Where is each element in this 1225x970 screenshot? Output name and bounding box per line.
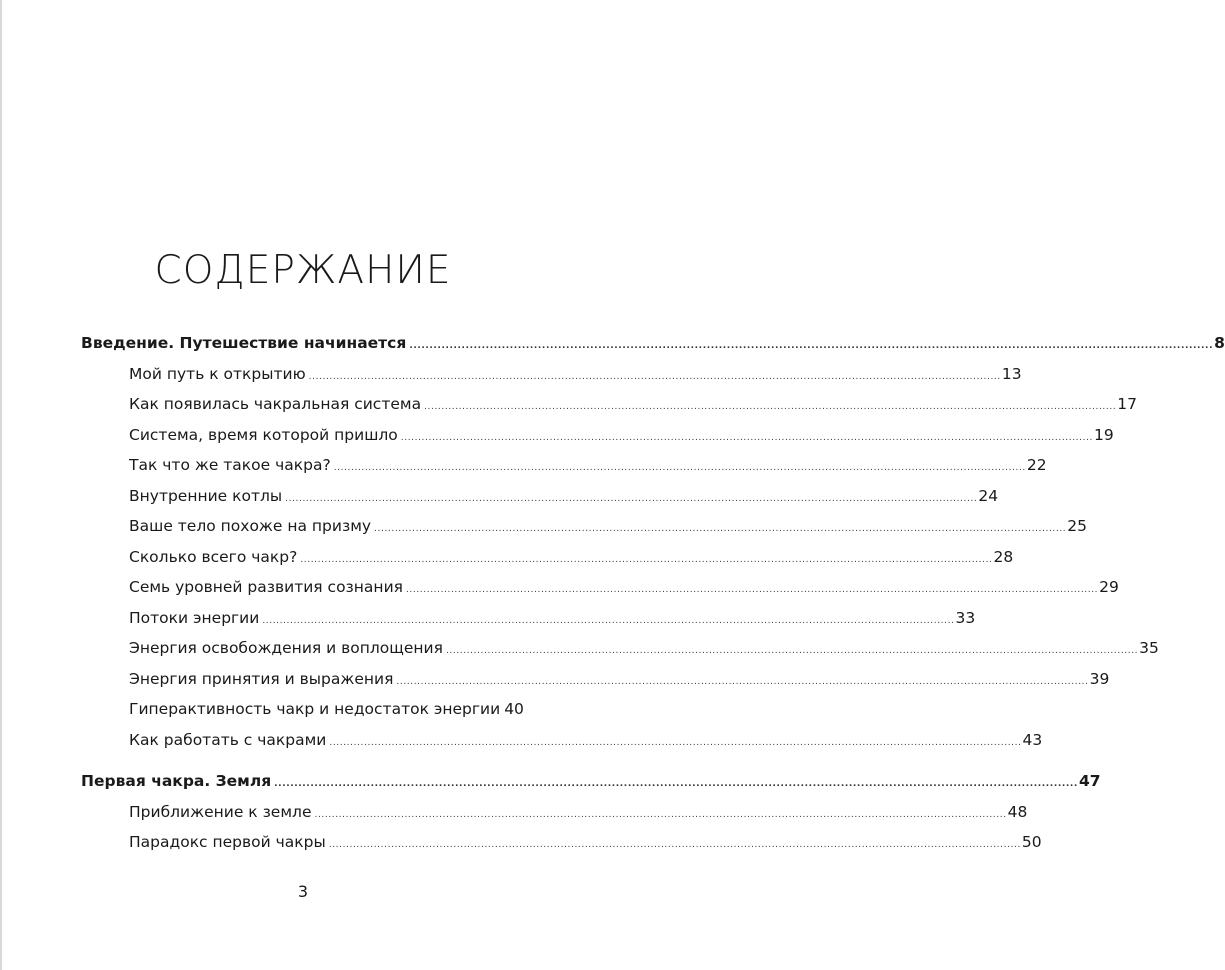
- toc-entry-page: 35: [1139, 639, 1159, 657]
- page-number: 3: [297, 882, 309, 901]
- toc-entry-page: 17: [1117, 395, 1137, 413]
- toc-entry-chapter[interactable]: [81, 328, 1225, 359]
- toc-entry-section[interactable]: [129, 389, 1137, 420]
- table-of-contents: [81, 328, 1225, 858]
- toc-leader-dots: ........................................................................................................................................................................................................: [274, 779, 1078, 789]
- toc-entry-section[interactable]: [129, 481, 999, 512]
- toc-entry-page: 40: [504, 700, 524, 718]
- toc-entry-section[interactable]: [129, 603, 976, 634]
- toc-entry-label: Приближение к земле: [129, 802, 312, 821]
- toc-entry-section[interactable]: [129, 542, 1014, 573]
- toc-entry-label: Ваше тело похоже на призму: [129, 517, 372, 535]
- toc-leader-dots: ........................................................................................................................................................................................................: [300, 554, 993, 565]
- toc-entry-page: 33: [955, 608, 976, 627]
- toc-leader-dots: ........................................................................................................................................................................................................: [424, 402, 1117, 412]
- toc-entry-label: Первая чакра. Земля: [81, 772, 272, 790]
- toc-entry-label: Энергия принятия и выражения: [129, 669, 394, 688]
- toc-leader-dots: ........................................................................................................................................................................................................: [445, 646, 1139, 656]
- toc-entry-label: Так что же такое чакра?: [129, 456, 331, 474]
- toc-leader-dots: ........................................................................................................................................................................................................: [262, 615, 955, 626]
- toc-entry-label: Сколько всего чакр?: [129, 547, 298, 566]
- toc-entry-section[interactable]: [129, 664, 1110, 695]
- toc-leader-dots: ........................................................................................................................................................................................................: [333, 463, 1026, 473]
- toc-entry-page: 22: [1026, 456, 1047, 474]
- toc-entry-page: 19: [1093, 425, 1114, 444]
- page-edge-shadow: [0, 0, 2, 970]
- toc-entry-page: 29: [1099, 578, 1119, 596]
- toc-entry-page: 24: [978, 486, 999, 505]
- toc-leader-dots: ........................................................................................................................................................................................................: [396, 676, 1089, 687]
- contents-heading: СОДЕРЖАНИЕ: [154, 248, 452, 293]
- toc-entry-label: Потоки энергии: [129, 608, 260, 627]
- toc-entry-section[interactable]: [129, 511, 1087, 542]
- toc-leader-dots: ........................................................................................................................................................................................................: [285, 493, 978, 504]
- toc-entry-chapter[interactable]: [81, 766, 1101, 797]
- toc-entry-label: Внутренние котлы: [129, 486, 283, 505]
- toc-leader-dots: ........................................................................................................................................................................................................: [329, 737, 1022, 748]
- toc-entry-label: Энергия освобождения и воплощения: [129, 639, 443, 657]
- toc-entry-label: Парадокс первой чакры: [129, 833, 326, 851]
- toc-entry-section[interactable]: [129, 694, 524, 725]
- toc-entry-label: Гиперактивность чакр и недостаток энергии: [129, 700, 501, 718]
- toc-leader-dots: ........................................................................................................................................................................................................: [409, 341, 1214, 351]
- toc-entry-page: 47: [1078, 772, 1101, 790]
- toc-entry-section[interactable]: [129, 420, 1114, 451]
- toc-entry-section[interactable]: [129, 725, 1043, 756]
- toc-entry-section[interactable]: [129, 450, 1047, 481]
- toc-entry-label: Введение. Путешествие начинается: [81, 334, 407, 352]
- toc-leader-dots: ........................................................................................................................................................................................................: [400, 432, 1093, 443]
- toc-leader-dots: ........................................................................................................................................................................................................: [308, 371, 1001, 382]
- toc-leader-dots: ........................................................................................................................................................................................................: [314, 809, 1007, 820]
- toc-leader-dots: ........................................................................................................................................................................................................: [405, 585, 1099, 595]
- toc-entry-label: Как появилась чакральная система: [129, 395, 422, 413]
- toc-entry-page: 8: [1214, 334, 1225, 352]
- toc-entry-page: 43: [1022, 730, 1043, 749]
- toc-entry-section[interactable]: [129, 572, 1119, 603]
- toc-entry-page: 25: [1067, 517, 1087, 535]
- toc-entry-section[interactable]: [129, 359, 1022, 390]
- toc-entry-label: Семь уровней развития сознания: [129, 578, 403, 596]
- toc-entry-page: 13: [1001, 364, 1022, 383]
- toc-entry-page: 39: [1089, 669, 1110, 688]
- toc-entry-page: 48: [1007, 802, 1028, 821]
- toc-entry-section[interactable]: [129, 633, 1159, 664]
- toc-entry-page: 28: [993, 547, 1014, 566]
- toc-entry-label: Как работать с чакрами: [129, 730, 327, 749]
- toc-entry-label: Мой путь к открытию: [129, 364, 306, 383]
- toc-leader-dots: ........................................................................................................................................................................................................: [374, 524, 1067, 534]
- toc-leader-dots: ........................................................................................................................................................................................................: [328, 840, 1021, 850]
- toc-entry-section[interactable]: [129, 827, 1042, 858]
- toc-entry-label: Система, время которой пришло: [129, 425, 398, 444]
- toc-entry-section[interactable]: [129, 797, 1028, 828]
- toc-entry-page: 50: [1021, 833, 1042, 851]
